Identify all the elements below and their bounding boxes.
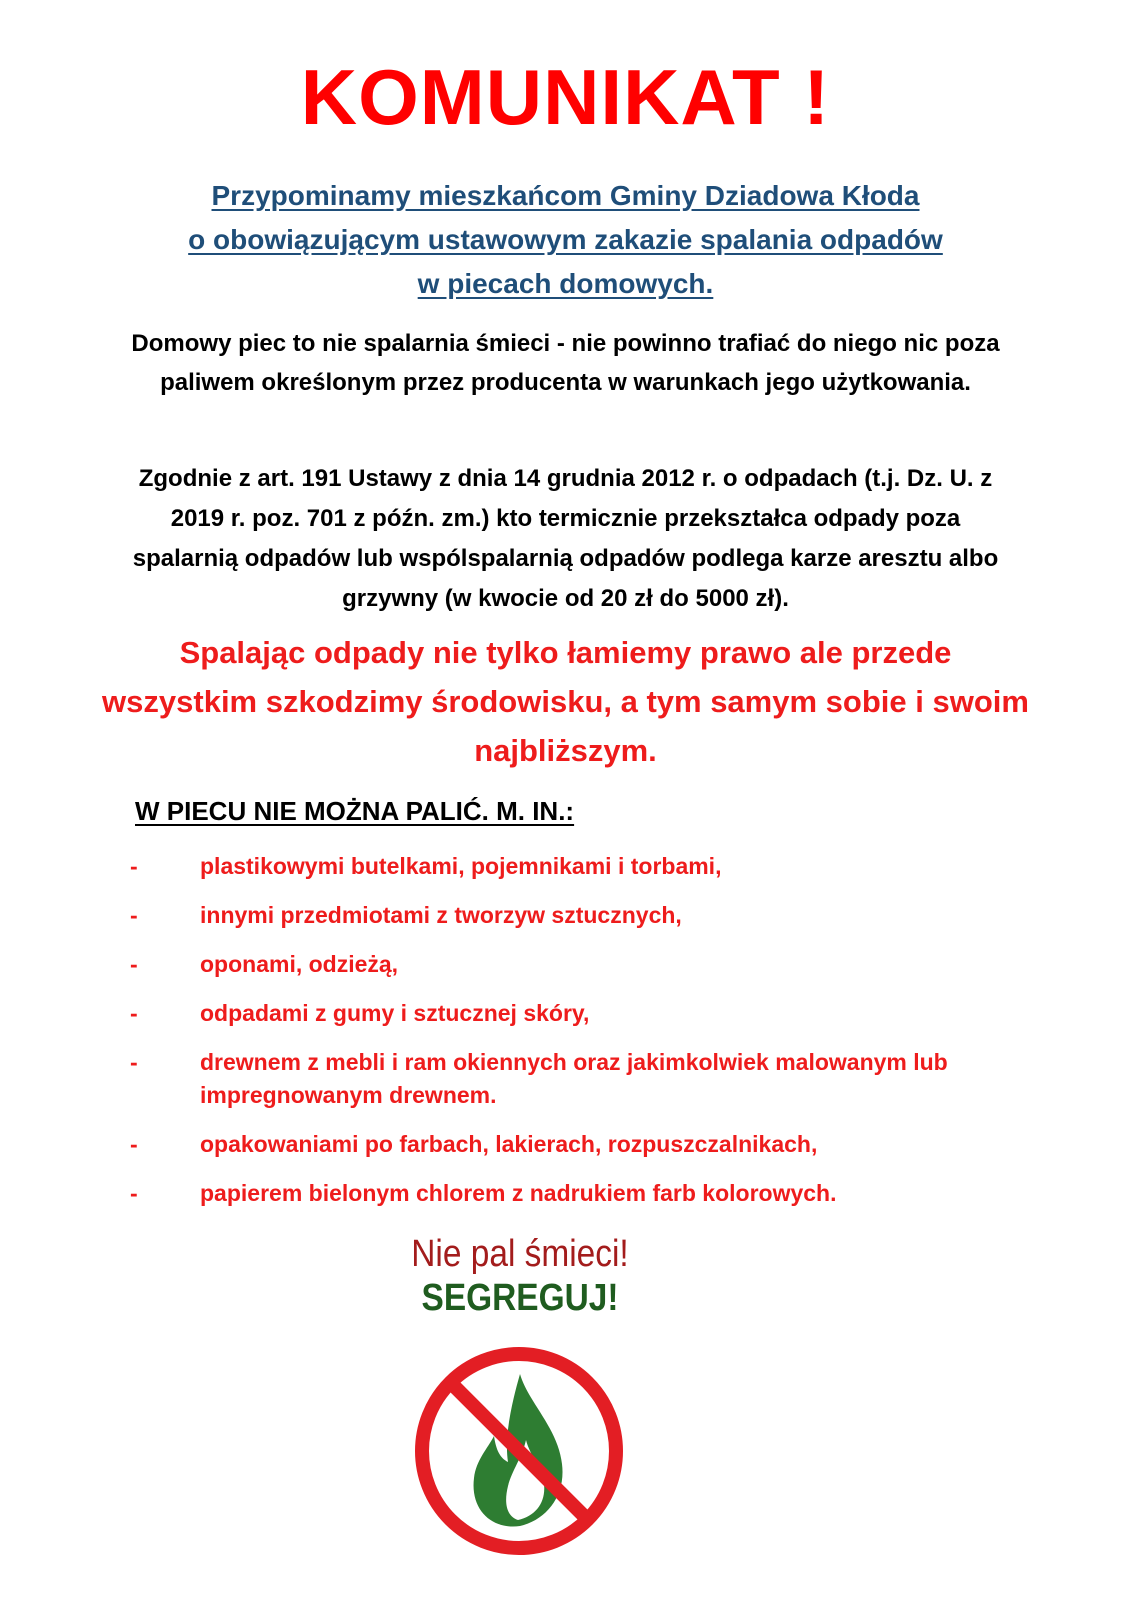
list-item-text: papierem bielonym chlorem z nadrukiem farb kolorowych. [200,1180,837,1206]
reminder-line-1: Przypominamy mieszkańcom Gminy Dziadowa Kłoda [211,180,920,211]
list-item [130,997,1010,1030]
slogan-segregate: SEGREGUJ! [421,1277,619,1319]
list-item-text: plastikowymi butelkami, pojemnikami i torbami, [200,853,722,879]
prohibited-items-list [130,850,1010,1226]
page-title: KOMUNIKAT ! [300,53,831,141]
reminder-line-3: w piecach domowych. [417,268,714,299]
list-item-text: odpadami z gumy i sztucznej skóry, [200,1000,590,1026]
list-item-text: drewnem z mebli i ram okiennych oraz jakimkolwiek malowanym lub impregnowanym drewnem. [200,1049,948,1108]
list-item [130,1177,1010,1210]
list-bullet: - [130,1131,138,1157]
list-bullet: - [130,1180,138,1206]
list-item-text: opakowaniami po farbach, lakierach, rozpuszczalnikach, [200,1131,818,1157]
list-bullet: - [130,1049,138,1075]
slogan-dont-burn: Nie pal śmieci! [411,1233,629,1275]
reminder-line-2: o obowiązującym ustawowym zakazie spalania odpadów [188,224,943,255]
list-item [130,1046,1010,1112]
list-item [130,948,1010,981]
reminder-heading [80,174,1051,306]
list-item-text: oponami, odzieżą, [200,951,399,977]
list-item-text: innymi przedmiotami z tworzyw sztucznych, [200,902,682,928]
list-heading: W PIECU NIE MOŻNA PALIĆ. M. IN.: [135,796,575,826]
list-item [130,850,1010,883]
law-paragraph: Zgodnie z art. 191 Ustawy z dnia 14 grudnia 2012 r. o odpadach (t.j. Dz. U. z 2019 r. poz. 701 z późn. zm.) kto termicznie przekształca odpady poza spalarnią odpadów lub wspólspalarnią odpadów podlega karze aresztu albo grzywny (w kwocie od 20 zł do 5000 zł). [132,465,999,612]
list-item [130,1128,1010,1161]
list-bullet: - [130,951,138,977]
list-bullet: - [130,902,138,928]
no-burning-flame-icon [408,1340,630,1562]
stove-paragraph: Domowy piec to nie spalarnia śmieci - nie powinno trafiać do niego nic poza paliwem określonym przez producenta w warunkach jego użytkowania. [131,330,1000,396]
list-bullet: - [130,1000,138,1026]
list-bullet: - [130,853,138,879]
warning-paragraph: Spalając odpady nie tylko łamiemy prawo ale przede wszystkim szkodzimy środowisku, a tym samym sobie i swoim najbliższym. [102,635,1029,768]
list-item [130,899,1010,932]
